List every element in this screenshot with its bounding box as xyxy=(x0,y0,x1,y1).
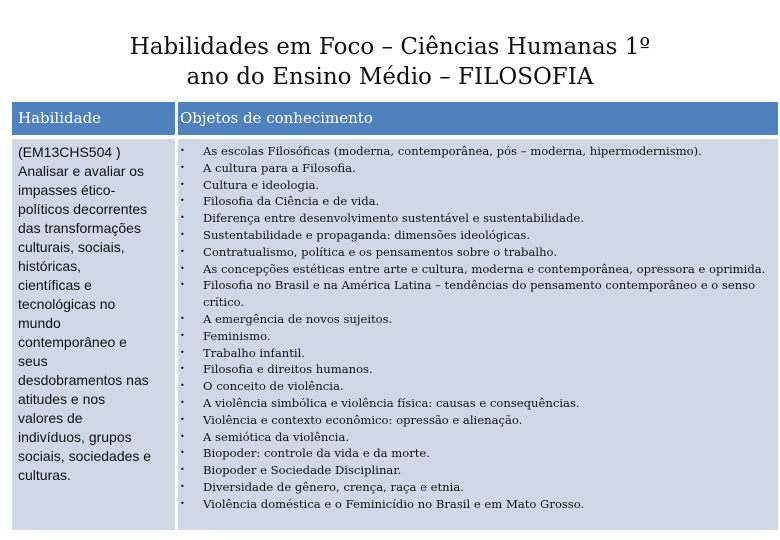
skill-text-line: científicas e xyxy=(18,277,92,293)
column-divider xyxy=(175,102,178,530)
list-item xyxy=(178,445,776,462)
skill-text-line: desdobramentos nas xyxy=(18,372,149,388)
skill-text-line: políticos decorrentes xyxy=(18,201,148,217)
bullet-icon: • xyxy=(180,381,185,391)
skill-text-line: culturas. xyxy=(18,467,71,483)
skill-cell xyxy=(18,143,174,485)
list-item-text: Filosofia e direitos humanos. xyxy=(203,362,373,377)
header-objetos: Objetos de conhecimento xyxy=(180,109,373,127)
list-item xyxy=(178,277,776,311)
list-item xyxy=(178,345,776,362)
list-item xyxy=(178,210,776,227)
skill-text-line: tecnológicas no xyxy=(18,296,116,312)
list-item-text: Violência e contexto econômico: opressão e alienação. xyxy=(203,412,523,427)
list-item-text: Contratualismo, política e os pensamentos sobre o trabalho. xyxy=(203,244,558,259)
list-item xyxy=(178,227,776,244)
list-item xyxy=(178,361,776,378)
skill-text-line: mundo xyxy=(18,315,61,331)
list-item xyxy=(178,193,776,210)
skill-text-line: das transformações xyxy=(18,220,141,236)
list-item-text: Feminismo. xyxy=(203,328,271,343)
bullet-icon: • xyxy=(180,465,185,475)
skill-text-line: seus xyxy=(18,353,48,369)
list-item-text: As concepções estéticas entre arte e cultura, moderna e contemporânea, opressora e oprimida. xyxy=(203,261,766,276)
list-item xyxy=(178,311,776,328)
skill-text-line: culturais, sociais, xyxy=(18,239,125,255)
header-habilidade: Habilidade xyxy=(18,109,102,127)
list-item-text: Filosofia da Ciência e de vida. xyxy=(203,194,380,209)
skill-text-line: históricas, xyxy=(18,258,82,274)
bullet-icon: • xyxy=(180,162,185,172)
list-item xyxy=(178,261,776,278)
skill-text-line: impasses ético- xyxy=(18,182,116,198)
list-item xyxy=(178,462,776,479)
list-item-text: Diferença entre desenvolvimento sustentável e sustentabilidade. xyxy=(203,211,584,226)
bullet-icon: • xyxy=(180,246,185,256)
skill-text-line: valores de xyxy=(18,410,83,426)
bullet-icon: • xyxy=(180,263,185,273)
skill-text-line: sociais, sociedades e xyxy=(18,448,152,464)
slide-title-line-1: Habilidades em Foco – Ciências Humanas 1º xyxy=(129,34,651,60)
bullet-icon: • xyxy=(180,498,185,508)
bullet-icon: • xyxy=(180,313,185,323)
list-item-text: Filosofia no Brasil e na América Latina – tendências do pensamento contemporâneo e o senso crítico. xyxy=(203,278,756,310)
list-item-text: Diversidade de gênero, crença, raça e etnia. xyxy=(203,479,464,494)
table-header-row xyxy=(12,102,778,135)
list-item xyxy=(178,429,776,446)
list-item xyxy=(178,412,776,429)
skill-text-line: contemporâneo e xyxy=(18,334,127,350)
list-item xyxy=(178,395,776,412)
bullet-icon: • xyxy=(180,146,185,155)
list-item-text: Cultura e ideologia. xyxy=(203,177,320,192)
list-item-text: Biopoder e Sociedade Disciplinar. xyxy=(203,463,402,478)
slide-title xyxy=(0,32,780,92)
bullet-icon: • xyxy=(180,481,185,491)
list-item-text: Sustentabilidade e propaganda: dimensões ideológicas. xyxy=(203,227,531,242)
bullet-icon: • xyxy=(180,179,185,189)
bullet-icon: • xyxy=(180,397,185,407)
bullet-icon: • xyxy=(180,280,185,290)
skill-text-line: atitudes e nos xyxy=(18,391,106,407)
skill-text-line: (EM13CHS504 ) xyxy=(18,144,121,160)
skills-table xyxy=(12,102,778,530)
list-item xyxy=(178,244,776,261)
list-item-text: Trabalho infantil. xyxy=(203,345,305,360)
list-item xyxy=(178,378,776,395)
list-item-text: A emergência de novos sujeitos. xyxy=(203,311,393,326)
list-item-text: A violência simbólica e violência física: causas e consequências. xyxy=(203,395,580,410)
list-item xyxy=(178,328,776,345)
table-body-row xyxy=(12,139,778,530)
slide-title-line-2: ano do Ensino Médio – FILOSOFIA xyxy=(186,64,594,90)
bullet-icon: • xyxy=(180,364,185,374)
bullet-icon: • xyxy=(180,347,185,357)
list-item-text: A cultura para a Filosofia. xyxy=(203,160,356,175)
list-item xyxy=(178,177,776,194)
list-item xyxy=(178,143,776,160)
list-item-text: Violência doméstica e o Feminicídio no Brasil e em Mato Grosso. xyxy=(203,496,585,511)
list-item xyxy=(178,496,776,513)
list-item-text: A semiótica da violência. xyxy=(203,429,350,444)
list-item-text: O conceito de violência. xyxy=(203,379,344,394)
bullet-icon: • xyxy=(180,196,185,206)
bullet-icon: • xyxy=(180,330,185,340)
list-item xyxy=(178,479,776,496)
skill-text-line: Analisar e avaliar os xyxy=(18,163,145,179)
bullet-icon: • xyxy=(180,414,185,424)
objects-list xyxy=(178,143,776,513)
bullet-icon: • xyxy=(180,229,185,239)
bullet-icon: • xyxy=(180,213,185,223)
list-item xyxy=(178,160,776,177)
bullet-icon: • xyxy=(180,431,185,441)
list-item-text: Biopoder: controle da vida e da morte. xyxy=(203,446,430,461)
skill-text-line: indivíduos, grupos xyxy=(18,429,132,445)
list-item-text: As escolas Filosóficas (moderna, contemporânea, pós – moderna, hipermodernismo). xyxy=(203,144,702,158)
bullet-icon: • xyxy=(180,448,185,458)
